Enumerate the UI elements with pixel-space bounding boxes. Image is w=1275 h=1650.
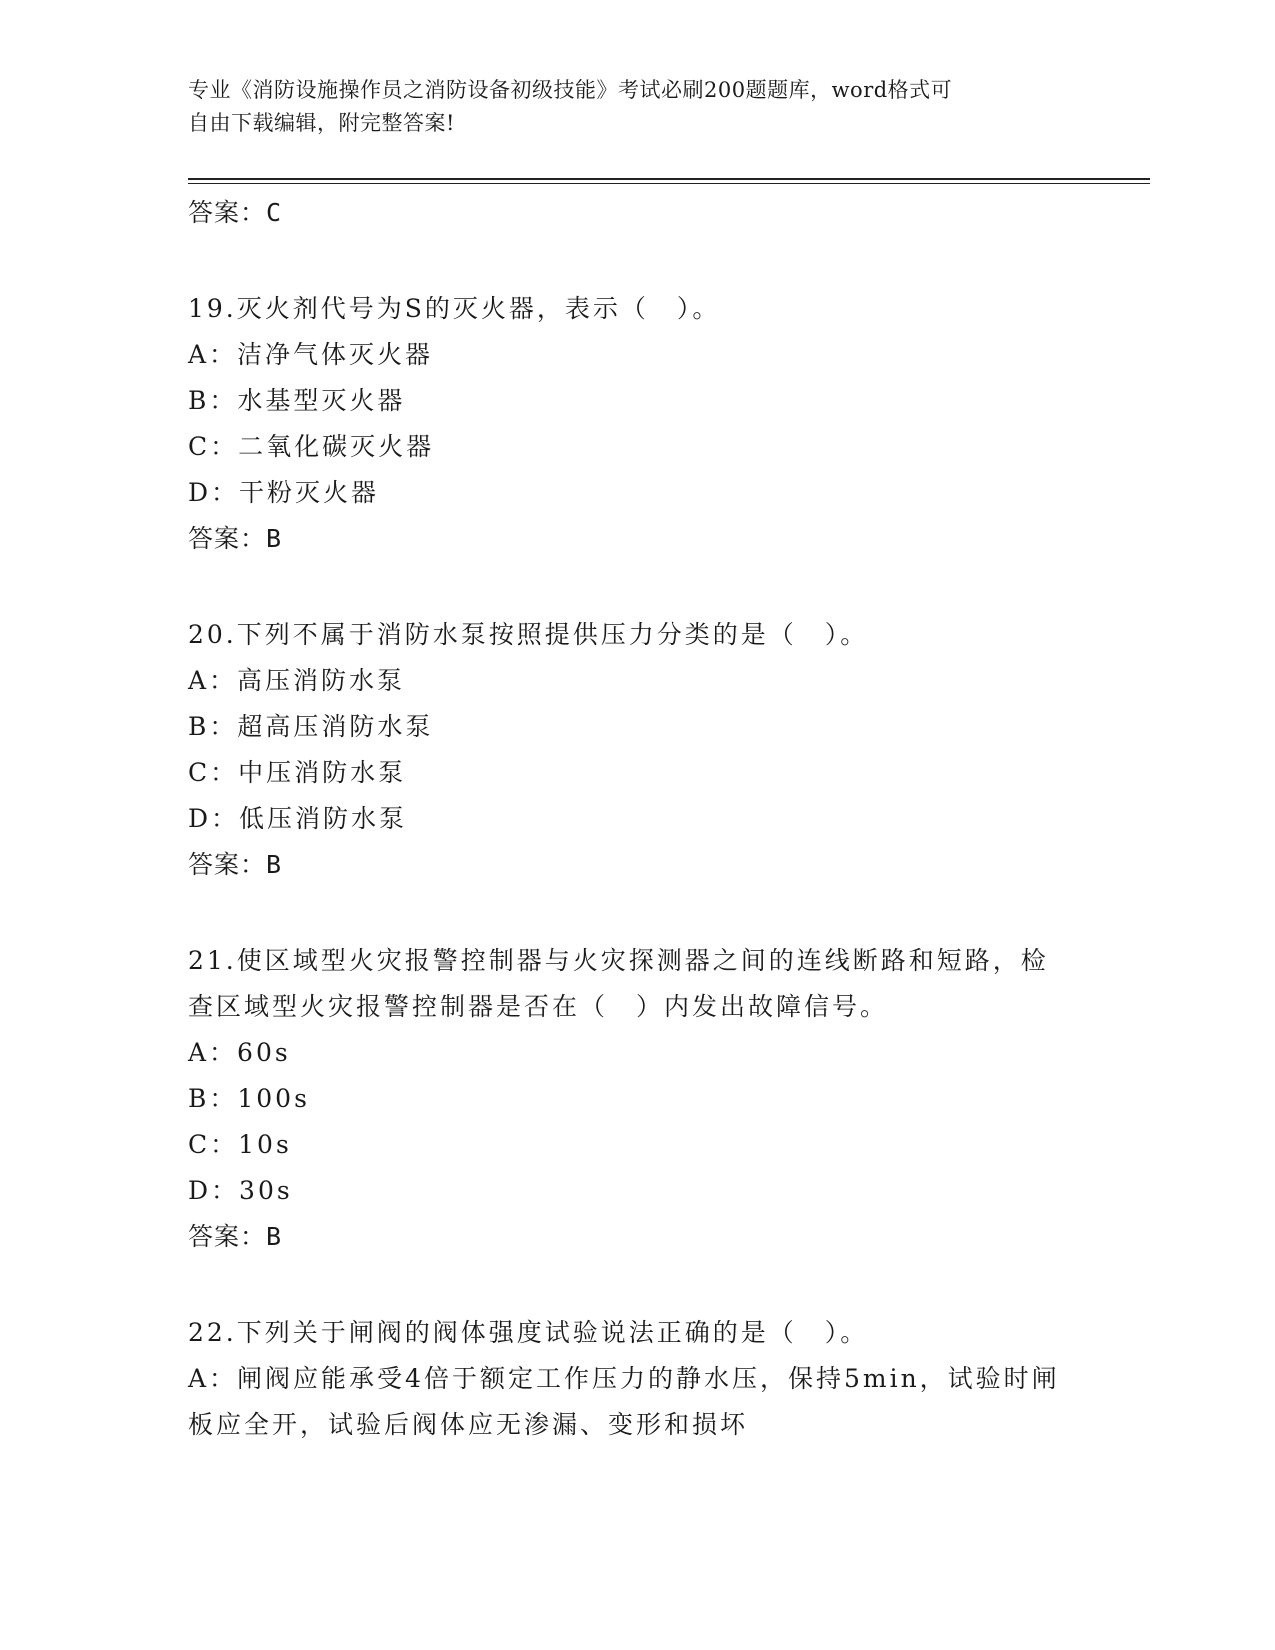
option-b: B：超高压消防水泵: [188, 712, 434, 741]
option-a-line-2: 板应全开，试验后阀体应无渗漏、变形和损坏: [188, 1410, 749, 1439]
header-rule-thin: [188, 183, 1150, 184]
option-c: C：二氧化碳灭火器: [188, 432, 435, 461]
answer-value: B: [266, 1222, 283, 1251]
document-header: [188, 74, 1088, 140]
question-19: [188, 286, 1088, 562]
answer-value: B: [266, 524, 283, 553]
answer-line: [188, 516, 1088, 562]
answer-label: 答案：: [188, 1222, 267, 1251]
option-b: B：水基型灭火器: [188, 386, 406, 415]
option-d: D：30s: [188, 1176, 293, 1205]
question-stem: 20.下列不属于消防水泵按照提供压力分类的是（ ）。: [188, 620, 869, 649]
answer-line: [188, 1214, 1088, 1260]
header-rule-thick: [188, 178, 1150, 180]
option-d: D：干粉灭火器: [188, 478, 380, 507]
option-c: C：中压消防水泵: [188, 758, 407, 787]
answer-label: 答案：: [188, 524, 267, 553]
answer-value: C: [266, 198, 283, 227]
question-stem: 22.下列关于闸阀的阀体强度试验说法正确的是（ ）。: [188, 1318, 869, 1347]
question-stem-line-1: 21.使区域型火灾报警控制器与火灾探测器之间的连线断路和短路，检: [188, 946, 1049, 975]
option-b: B：100s: [188, 1084, 310, 1113]
question-stem-line-2: 查区域型火灾报警控制器是否在（ ）内发出故障信号。: [188, 992, 889, 1021]
question-stem: 19.灭火剂代号为S的灭火器，表示（ ）。: [188, 294, 721, 323]
option-d: D：低压消防水泵: [188, 804, 408, 833]
answer-label: 答案：: [188, 850, 267, 879]
answer-line: [188, 842, 1088, 888]
question-list: [188, 190, 1088, 1448]
answer-value: B: [266, 850, 283, 879]
question-21: [188, 938, 1088, 1260]
answer-label: 答案：: [188, 198, 267, 227]
question-20: [188, 612, 1088, 888]
option-a-line-1: A：闸阀应能承受4倍于额定工作压力的静水压，保持5min，试验时闸: [188, 1364, 1060, 1393]
question-22: [188, 1310, 1088, 1448]
option-a: A：高压消防水泵: [188, 666, 406, 695]
option-c: C：10s: [188, 1130, 292, 1159]
header-line-1: 专业《消防设施操作员之消防设备初级技能》考试必刷200题题库，word格式可: [188, 78, 953, 102]
option-a: A：60s: [188, 1038, 291, 1067]
option-a: A：洁净气体灭火器: [188, 340, 434, 369]
header-line-2: 自由下载编辑，附完整答案!: [188, 111, 455, 135]
answer-line: [188, 190, 1088, 236]
